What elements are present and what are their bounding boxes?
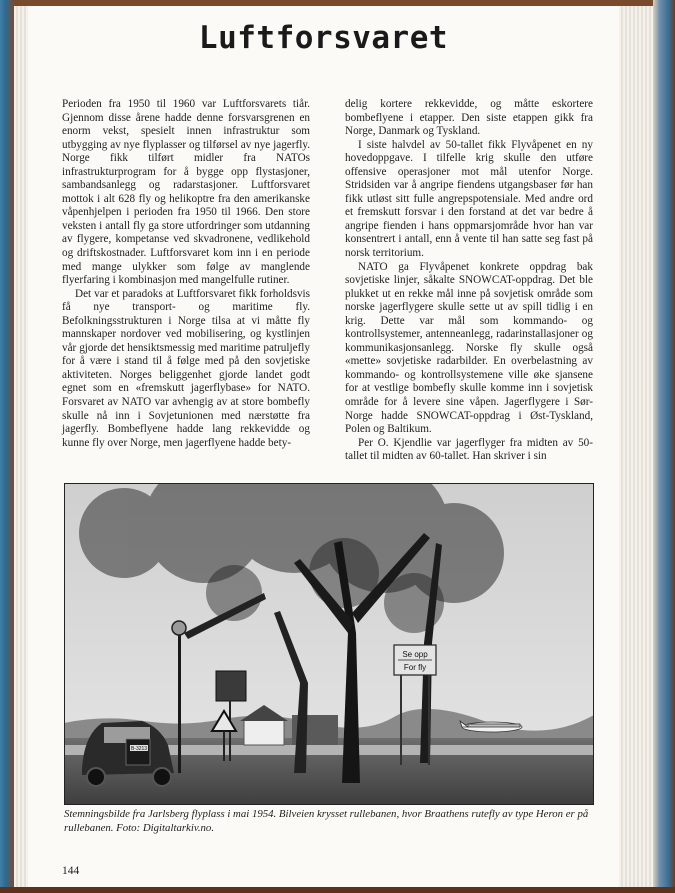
book-page	[28, 6, 619, 887]
airfield-photo-illustration	[64, 483, 594, 805]
sign-text-line1: Se opp	[402, 650, 428, 659]
book-cover-bottom	[0, 887, 675, 893]
paragraph: delig kortere rekkevidde, og måtte eskortere bombeflyene i etapper. Den siste etappen gikk fra Norge, Danmark og Tyskland.	[345, 98, 593, 138]
license-plate: B-3213	[130, 746, 148, 752]
paragraph: Per O. Kjendlie var jagerflyger fra midten av 50-tallet til midten av 60-tallet. Han skriver i sin	[345, 436, 593, 463]
airfield-photo	[64, 483, 594, 805]
text-column-right	[345, 98, 593, 464]
page-stack-left	[14, 6, 28, 887]
page-stack-right	[619, 6, 653, 887]
text-column-left	[62, 98, 310, 450]
paragraph: I siste halvdel av 50-tallet fikk Flyvåpenet en ny hovedoppgave. I tilfelle krig skulle den utføre offensive operasjoner mot mål utenfor Norge. Stridsiden var å angripe fiendens utgangsbaser før han fikk utløst sitt fulle angrepspotensiale. Med andre ord et fremskutt forsvar i den forstand at det var bedre å angripe fienden i hans oppmarsjområde hvor han var konsentrert i antall, enn å vente til han satte seg fast på norsk territorium.	[345, 138, 593, 260]
sign-text-line2: For fly	[403, 663, 427, 672]
book-spine-left	[0, 0, 14, 893]
page-title: Luftforsvaret	[198, 20, 449, 56]
paragraph: Perioden fra 1950 til 1960 var Luftforsvarets tiår. Gjennom disse årene hadde denne forsvarsgrenen en enorm vekst, spesielt innen infrastruktur som utbygging av nye flyplasser og tilførsel av nye jagerfly. Norge fikk tilført midler fra NATOs infrastrukturprogram for å bygge opp flystasjoner, sambandsanlegg og radarstasjoner. Luftforsvaret mottok i alt 628 fly og helikoptre fra den amerikanske våpenhjelpen i perioden fra 1950 til 1966. Den store veksten i antall fly ga store utfordringer som utdanning av flygere, kompetanse ved skvadronene, vedlikehold og driftskostnader. Luftforsvaret kom inn i en periode med mange ulykker som følge av manglende flyerfaring i kombinasjon med mangelfulle rutiner.	[62, 98, 310, 287]
photo-caption: Stemningsbilde fra Jarlsberg flyplass i mai 1954. Bilveien krysset rullebanen, hvor Braathens rutefly av type Heron er på rullebanen. Foto: Digitaltarkiv.no.	[64, 808, 589, 834]
book-cover-right	[653, 0, 675, 893]
page-number: 144	[62, 865, 80, 877]
paragraph: NATO ga Flyvåpenet konkrete oppdrag bak sovjetiske linjer, såkalte SNOWCAT-oppdrag. Det ble plukket ut en rekke mål inne på sovjetisk område som norske jagerflygere skulle sette ut av spill tidlig i en krig. Dette var mål som kommando- og kontrollsystemer, antenneanlegg, radarinstallasjoner og kommunikasjonsanlegg. Norske fly skulle også «mette» sovjetiske radarbilder. En overbelastning av kommando- og kontrollsystemene ville øke sjansene for at vestlige bombefly skulle komme inn i sovjetisk område for å levere sine våpen. Jagerflygere i Sør-Norge hadde SNOWCAT-oppdrag i Øst-Tyskland, Polen og Baltikum.	[345, 260, 593, 436]
paragraph: Det var et paradoks at Luftforsvaret fikk forholdsvis få nye transport- og maritime fly. Befolkningsstrukturen i Norge tilsa at vi måtte fly mannskaper nordover ved mobilisering, og kystlinjen vår gjorde det hensiktsmessig med maritime patruljefly for å være i stand til å følge med på den sovjetiske aktiviteten. Norges beliggenhet gjorde landet godt egnet som en «fremskutt jagerflybase» for NATO. Forsvaret av NATO var avhengig av at store bombefly skulle nå inn i Sovjetunionen med nærstøtte fra jagerfly. Bombeflyene hadde lang rekkevidde og kunne fly over Norge, men jagerflyene hadde bety-	[62, 287, 310, 449]
